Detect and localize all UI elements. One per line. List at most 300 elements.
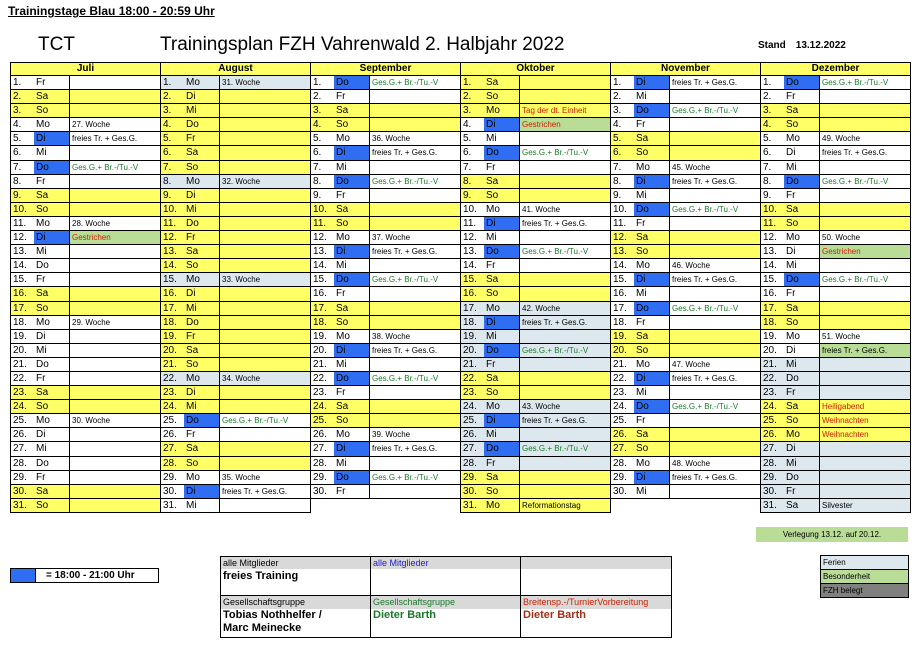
day-row bbox=[611, 302, 760, 316]
weekday: Fr bbox=[634, 414, 670, 427]
day-number: 27. bbox=[13, 443, 27, 455]
day-note bbox=[70, 104, 160, 117]
day-row bbox=[161, 442, 310, 456]
day-row bbox=[161, 287, 310, 301]
day-number: 21. bbox=[163, 358, 177, 370]
day-number: 22. bbox=[463, 372, 477, 384]
day-row bbox=[761, 302, 910, 316]
weekday: Fr bbox=[784, 485, 820, 498]
weekday: Mi bbox=[784, 259, 820, 272]
weekday: Sa bbox=[334, 400, 370, 413]
day-row bbox=[161, 414, 310, 428]
day-number: 13. bbox=[163, 246, 177, 258]
day-row bbox=[611, 245, 760, 259]
day-row bbox=[761, 400, 910, 414]
day-row bbox=[161, 372, 310, 386]
day-row bbox=[11, 146, 160, 160]
day-number: 31. bbox=[163, 499, 177, 511]
day-number: 31. bbox=[13, 499, 27, 511]
day-row bbox=[11, 485, 160, 499]
day-note: Ges.G.+ Br.-/Tu.-V bbox=[820, 273, 910, 286]
weekday: Di bbox=[34, 330, 70, 343]
weekday: Sa bbox=[184, 146, 220, 159]
day-row bbox=[761, 146, 910, 160]
day-number: 23. bbox=[463, 387, 477, 399]
day-number: 6. bbox=[163, 147, 172, 159]
time-key-label: = 18:00 - 21:00 Uhr bbox=[46, 570, 135, 581]
day-row bbox=[11, 273, 160, 287]
day-note bbox=[820, 471, 910, 484]
day-row bbox=[461, 273, 610, 287]
month-column bbox=[160, 62, 310, 513]
weekday: So bbox=[34, 302, 70, 315]
day-note bbox=[370, 203, 460, 216]
day-row bbox=[761, 428, 910, 442]
weekday: Fr bbox=[484, 358, 520, 371]
day-note bbox=[820, 386, 910, 399]
day-row bbox=[11, 471, 160, 485]
day-note: 33. Woche bbox=[220, 273, 310, 286]
day-number: 22. bbox=[13, 372, 27, 384]
day-note bbox=[70, 245, 160, 258]
info-head-2: alle Mitglieder bbox=[371, 557, 521, 569]
day-number: 4. bbox=[763, 119, 772, 131]
day-number: 30. bbox=[463, 485, 477, 497]
day-note bbox=[820, 457, 910, 470]
weekday: So bbox=[634, 344, 670, 357]
day-note bbox=[820, 485, 910, 498]
training-info-table bbox=[220, 556, 672, 638]
day-row bbox=[461, 386, 610, 400]
weekday: Sa bbox=[634, 330, 670, 343]
day-row bbox=[161, 471, 310, 485]
weekday: Do bbox=[334, 471, 370, 484]
day-note bbox=[220, 400, 310, 413]
day-row bbox=[611, 90, 760, 104]
day-row bbox=[311, 414, 460, 428]
day-note bbox=[520, 189, 610, 202]
day-number: 13. bbox=[763, 246, 777, 258]
weekday: Do bbox=[334, 372, 370, 385]
day-number: 22. bbox=[163, 372, 177, 384]
day-row bbox=[611, 344, 760, 358]
weekday: So bbox=[634, 442, 670, 455]
weekday: So bbox=[784, 118, 820, 131]
day-row bbox=[461, 146, 610, 160]
plan-title: Trainingsplan FZH Vahrenwald 2. Halbjahr 2022 bbox=[160, 34, 565, 55]
weekday: Fr bbox=[334, 90, 370, 103]
day-row bbox=[311, 245, 460, 259]
day-row bbox=[461, 358, 610, 372]
day-row bbox=[761, 485, 910, 499]
day-number: 6. bbox=[763, 147, 772, 159]
day-number: 26. bbox=[313, 429, 327, 441]
day-row bbox=[611, 104, 760, 118]
day-number: 24. bbox=[613, 401, 627, 413]
weekday: Mo bbox=[34, 118, 70, 131]
weekday: Di bbox=[634, 372, 670, 385]
day-number: 18. bbox=[613, 316, 627, 328]
day-row bbox=[761, 132, 910, 146]
weekday: Do bbox=[784, 175, 820, 188]
day-number: 24. bbox=[763, 401, 777, 413]
day-note: 29. Woche bbox=[70, 316, 160, 329]
day-note bbox=[820, 104, 910, 117]
weekday: Mi bbox=[34, 245, 70, 258]
day-row bbox=[311, 471, 460, 485]
day-note bbox=[520, 287, 610, 300]
weekday: Mi bbox=[634, 189, 670, 202]
day-note: freies Tr. + Ges.G. bbox=[820, 344, 910, 357]
weekday: Do bbox=[334, 76, 370, 89]
day-note bbox=[520, 386, 610, 399]
day-note bbox=[370, 457, 460, 470]
day-note: Gestrichen bbox=[820, 245, 910, 258]
day-row bbox=[311, 316, 460, 330]
day-note bbox=[820, 442, 910, 455]
weekday: Do bbox=[34, 457, 70, 470]
day-note: freies Tr. + Ges.G. bbox=[370, 442, 460, 455]
day-note bbox=[370, 90, 460, 103]
day-note bbox=[70, 372, 160, 385]
weekday: Do bbox=[334, 175, 370, 188]
day-row bbox=[161, 90, 310, 104]
weekday: Di bbox=[34, 231, 70, 244]
day-note bbox=[220, 231, 310, 244]
weekday: Di bbox=[484, 217, 520, 230]
day-note: Ges.G.+ Br.-/Tu.-V bbox=[370, 471, 460, 484]
day-note: 38. Woche bbox=[370, 330, 460, 343]
day-note bbox=[670, 344, 760, 357]
day-row bbox=[311, 358, 460, 372]
day-note bbox=[70, 189, 160, 202]
day-row bbox=[311, 132, 460, 146]
day-row bbox=[311, 485, 460, 499]
day-note: 31. Woche bbox=[220, 76, 310, 89]
weekday: Sa bbox=[784, 400, 820, 413]
weekday: Di bbox=[334, 245, 370, 258]
weekday: Fr bbox=[784, 189, 820, 202]
day-row bbox=[761, 414, 910, 428]
day-row bbox=[611, 231, 760, 245]
day-note bbox=[520, 90, 610, 103]
day-number: 17. bbox=[163, 302, 177, 314]
day-note bbox=[820, 118, 910, 131]
day-row bbox=[161, 161, 310, 175]
day-note: 30. Woche bbox=[70, 414, 160, 427]
weekday: Mo bbox=[184, 175, 220, 188]
day-number: 1. bbox=[163, 77, 172, 88]
day-number: 18. bbox=[13, 316, 27, 328]
month-header: August bbox=[161, 62, 310, 76]
day-number: 30. bbox=[313, 485, 327, 497]
day-row bbox=[611, 428, 760, 442]
day-note bbox=[220, 287, 310, 300]
day-row bbox=[611, 76, 760, 90]
page-heading: Trainingstage Blau 18:00 - 20:59 Uhr bbox=[8, 4, 215, 18]
legend-besonderheit: Besonderheit bbox=[821, 570, 908, 584]
day-number: 1. bbox=[613, 77, 622, 88]
day-number: 29. bbox=[463, 471, 477, 483]
day-note bbox=[220, 189, 310, 202]
day-row bbox=[461, 442, 610, 456]
day-row bbox=[311, 428, 460, 442]
day-row bbox=[311, 146, 460, 160]
day-note bbox=[70, 175, 160, 188]
day-number: 3. bbox=[163, 105, 172, 117]
day-number: 3. bbox=[763, 105, 772, 117]
day-note: freies Tr. + Ges.G. bbox=[520, 316, 610, 329]
day-note: freies Tr. + Ges.G. bbox=[670, 372, 760, 385]
day-note: 35. Woche bbox=[220, 471, 310, 484]
day-row bbox=[761, 499, 910, 513]
day-note bbox=[220, 259, 310, 272]
day-number: 11. bbox=[163, 217, 177, 229]
day-number: 5. bbox=[463, 133, 472, 145]
weekday: Di bbox=[634, 175, 670, 188]
day-row bbox=[461, 132, 610, 146]
day-note: Ges.G.+ Br.-/Tu.-V bbox=[220, 414, 310, 427]
day-note bbox=[670, 118, 760, 131]
day-note bbox=[70, 442, 160, 455]
day-number: 12. bbox=[13, 232, 27, 244]
day-number: 24. bbox=[313, 401, 327, 413]
weekday: So bbox=[334, 316, 370, 329]
day-note bbox=[520, 457, 610, 470]
day-number: 19. bbox=[163, 330, 177, 342]
month-column bbox=[10, 62, 160, 513]
day-row bbox=[761, 330, 910, 344]
day-note: 45. Woche bbox=[670, 161, 760, 174]
weekday: Mi bbox=[484, 330, 520, 343]
day-row bbox=[461, 372, 610, 386]
day-row bbox=[761, 386, 910, 400]
day-number: 26. bbox=[163, 429, 177, 441]
weekday: Mo bbox=[184, 76, 220, 89]
day-row bbox=[761, 287, 910, 301]
day-number: 16. bbox=[13, 288, 27, 300]
day-note bbox=[70, 259, 160, 272]
day-note bbox=[820, 189, 910, 202]
day-row bbox=[11, 400, 160, 414]
day-note bbox=[70, 400, 160, 413]
day-row bbox=[461, 90, 610, 104]
weekday: Sa bbox=[634, 231, 670, 244]
day-note: Ges.G.+ Br.-/Tu.-V bbox=[520, 146, 610, 159]
weekday: Fr bbox=[34, 175, 70, 188]
day-number: 12. bbox=[463, 232, 477, 244]
day-note bbox=[220, 90, 310, 103]
day-note: 46. Woche bbox=[670, 259, 760, 272]
day-row bbox=[611, 442, 760, 456]
weekday: Fr bbox=[634, 217, 670, 230]
day-row bbox=[461, 76, 610, 90]
weekday: Do bbox=[484, 245, 520, 258]
weekday: Di bbox=[784, 344, 820, 357]
weekday: Di bbox=[634, 273, 670, 286]
day-number: 9. bbox=[763, 189, 772, 201]
weekday: Di bbox=[184, 189, 220, 202]
day-row bbox=[461, 400, 610, 414]
day-number: 25. bbox=[163, 415, 177, 427]
day-number: 23. bbox=[613, 387, 627, 399]
day-number: 3. bbox=[313, 105, 322, 117]
day-note: 42. Woche bbox=[520, 302, 610, 315]
day-note bbox=[220, 118, 310, 131]
weekday: Mo bbox=[634, 457, 670, 470]
day-note bbox=[70, 302, 160, 315]
info-head-1: alle Mitglieder bbox=[221, 557, 371, 569]
weekday: Fr bbox=[484, 259, 520, 272]
weekday: Fr bbox=[34, 273, 70, 286]
day-number: 8. bbox=[763, 175, 772, 187]
day-number: 15. bbox=[313, 274, 327, 286]
day-row bbox=[11, 499, 160, 513]
weekday: So bbox=[34, 104, 70, 117]
day-note bbox=[670, 316, 760, 329]
weekday: Mi bbox=[484, 428, 520, 441]
weekday: Sa bbox=[784, 104, 820, 117]
day-number: 20. bbox=[13, 344, 27, 356]
day-number: 12. bbox=[313, 232, 327, 244]
day-row bbox=[761, 76, 910, 90]
month-header: Dezember bbox=[761, 62, 910, 76]
weekday: Sa bbox=[34, 485, 70, 498]
day-note bbox=[520, 161, 610, 174]
weekday: Di bbox=[34, 428, 70, 441]
day-number: 26. bbox=[463, 429, 477, 441]
day-row bbox=[461, 245, 610, 259]
day-row bbox=[11, 344, 160, 358]
weekday: Di bbox=[784, 146, 820, 159]
day-row bbox=[11, 330, 160, 344]
day-row bbox=[761, 344, 910, 358]
day-row bbox=[161, 189, 310, 203]
day-row bbox=[611, 386, 760, 400]
weekday: So bbox=[484, 189, 520, 202]
weekday: Mo bbox=[334, 428, 370, 441]
day-number: 19. bbox=[613, 330, 627, 342]
weekday: Sa bbox=[484, 76, 520, 89]
weekday: So bbox=[484, 386, 520, 399]
day-number: 10. bbox=[313, 203, 327, 215]
legend-ferien: Ferien bbox=[821, 556, 908, 570]
day-number: 29. bbox=[763, 471, 777, 483]
day-note bbox=[220, 330, 310, 343]
day-note bbox=[70, 287, 160, 300]
day-number: 8. bbox=[313, 175, 322, 187]
day-number: 30. bbox=[763, 485, 777, 497]
day-row bbox=[611, 358, 760, 372]
weekday: Mo bbox=[784, 330, 820, 343]
day-note: Tag der dt. Einheit bbox=[520, 104, 610, 117]
day-note bbox=[370, 316, 460, 329]
info-group-3: Breitensp.-/TurnierVorbereitung bbox=[521, 596, 671, 609]
weekday: Di bbox=[184, 287, 220, 300]
day-number: 18. bbox=[463, 316, 477, 328]
day-row bbox=[611, 118, 760, 132]
weekday: Mo bbox=[184, 471, 220, 484]
day-row bbox=[761, 273, 910, 287]
day-row bbox=[311, 287, 460, 301]
day-number: 26. bbox=[13, 429, 27, 441]
day-note bbox=[70, 344, 160, 357]
day-row bbox=[461, 457, 610, 471]
day-number: 26. bbox=[763, 429, 777, 441]
day-number: 27. bbox=[613, 443, 627, 455]
weekday: Fr bbox=[334, 189, 370, 202]
day-note: Ges.G.+ Br.-/Tu.-V bbox=[670, 400, 760, 413]
day-row bbox=[761, 118, 910, 132]
day-row bbox=[311, 90, 460, 104]
day-row bbox=[11, 372, 160, 386]
day-number: 14. bbox=[613, 260, 627, 272]
info-title-1: freies Training bbox=[221, 569, 371, 596]
info-group-1: Gesellschaftsgruppe bbox=[221, 596, 371, 609]
day-row bbox=[161, 499, 310, 513]
day-number: 14. bbox=[763, 260, 777, 272]
day-note bbox=[220, 203, 310, 216]
day-number: 11. bbox=[763, 217, 777, 229]
weekday: Mi bbox=[184, 203, 220, 216]
day-number: 31. bbox=[463, 499, 477, 511]
day-number: 12. bbox=[763, 232, 777, 244]
weekday: Do bbox=[634, 400, 670, 413]
day-number: 9. bbox=[313, 189, 322, 201]
day-number: 2. bbox=[763, 91, 772, 103]
day-note bbox=[520, 330, 610, 343]
weekday: Fr bbox=[484, 457, 520, 470]
day-row bbox=[161, 344, 310, 358]
day-number: 27. bbox=[463, 443, 477, 455]
day-row bbox=[311, 386, 460, 400]
day-number: 11. bbox=[13, 217, 27, 229]
day-note: freies Tr. + Ges.G. bbox=[670, 273, 760, 286]
day-row bbox=[11, 428, 160, 442]
day-note: Ges.G.+ Br.-/Tu.-V bbox=[820, 76, 910, 89]
weekday: Mi bbox=[634, 287, 670, 300]
day-row bbox=[461, 414, 610, 428]
day-note bbox=[820, 161, 910, 174]
day-note bbox=[220, 428, 310, 441]
day-row bbox=[161, 386, 310, 400]
day-row bbox=[761, 90, 910, 104]
day-row bbox=[11, 161, 160, 175]
day-number: 2. bbox=[613, 91, 622, 103]
day-note bbox=[70, 273, 160, 286]
day-number: 27. bbox=[313, 443, 327, 455]
day-number: 10. bbox=[763, 203, 777, 215]
day-number: 12. bbox=[613, 232, 627, 244]
day-number: 7. bbox=[763, 161, 772, 173]
weekday: Fr bbox=[34, 76, 70, 89]
day-note bbox=[520, 471, 610, 484]
day-note bbox=[520, 231, 610, 244]
day-number: 8. bbox=[163, 175, 172, 187]
day-row bbox=[611, 217, 760, 231]
weekday: Sa bbox=[34, 189, 70, 202]
weekday: Do bbox=[784, 471, 820, 484]
day-row bbox=[761, 161, 910, 175]
day-row bbox=[461, 316, 610, 330]
day-note: freies Tr. + Ges.G. bbox=[520, 414, 610, 427]
day-note: freies Tr. + Ges.G. bbox=[370, 344, 460, 357]
weekday: Mo bbox=[484, 104, 520, 117]
day-number: 28. bbox=[313, 457, 327, 469]
weekday: Mo bbox=[634, 259, 670, 272]
weekday: Sa bbox=[334, 203, 370, 216]
month-column bbox=[760, 62, 911, 513]
